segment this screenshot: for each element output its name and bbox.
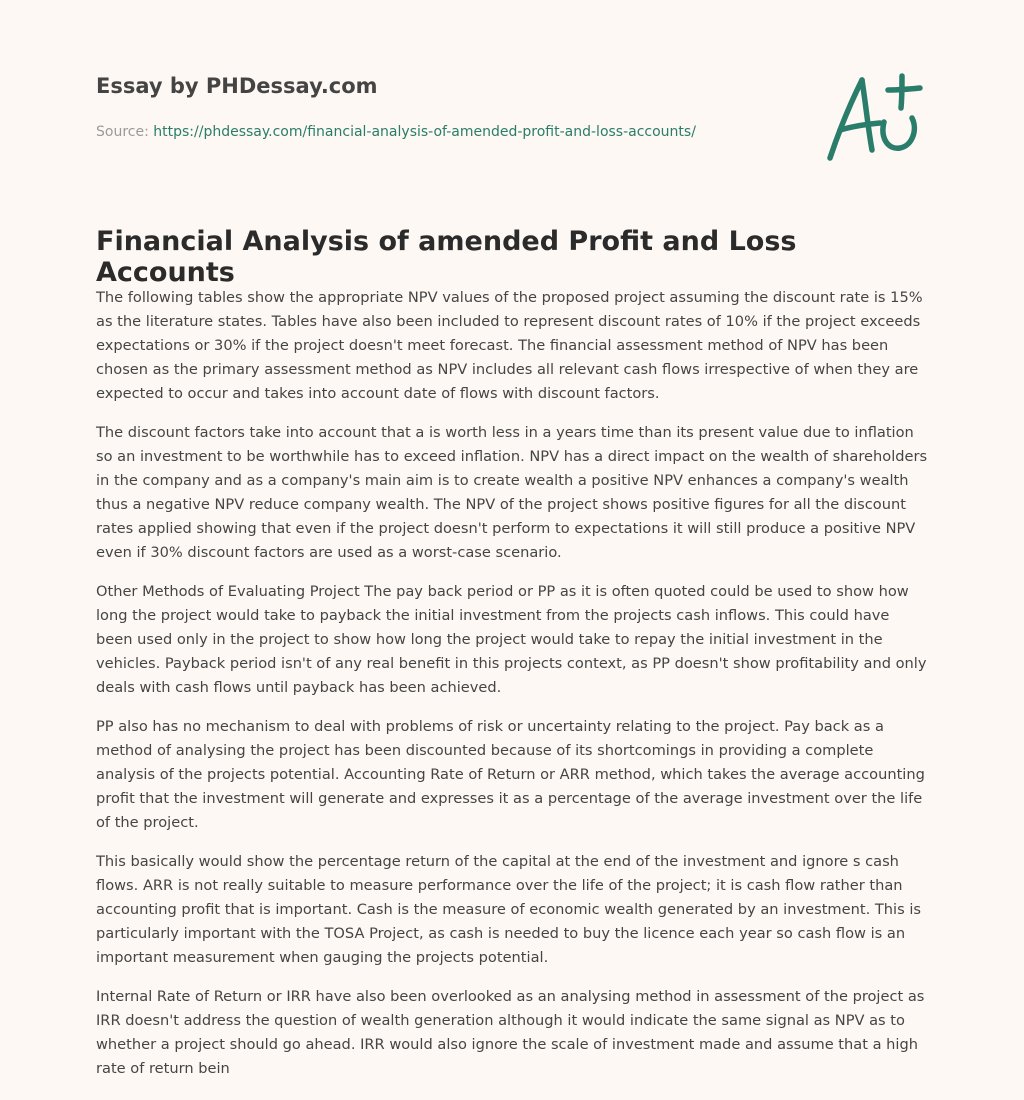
article-body [96,286,930,1096]
paragraph: This basically would show the percentage return of the capital at the end of the investment and ignore s cash flows. ARR is not really suitable to measure performance over the life of the project; it is cash flow rather than accounting profit that is important. Cash is the measure of economic wealth generated by an investment. This is particularly important with the TOSA Project, as cash is needed to buy the licence each year so cash flow is an important measurement when gauging the projects potential. [96,853,921,966]
a-plus-logo-icon [818,66,930,166]
page-title: Financial Analysis of amended Profit and Loss Accounts [96,226,797,288]
source-label: Source: [96,124,154,140]
paragraph: The discount factors take into account that a is worth less in a years time than its present value due to inflation so an investment to be worthwhile has to exceed inflation. NPV has a direct impact on the wealth of shareholders in the company and as a company's main aim is to create wealth a positive NPV enhances a company's wealth thus a negative NPV reduce company wealth. The NPV of the project shows positive figures for all the discount rates applied showing that even if the project doesn't perform to expectations it will still produce a positive NPV even if 30% discount factors are used as a worst-case scenario. [96,424,928,561]
source-link[interactable]: https://phdessay.com/financial-analysis-of-amended-profit-and-loss-accounts/ [153,124,696,140]
site-title: Essay by PHDessay.com [96,74,378,98]
source-line [96,124,696,140]
paragraph: The following tables show the appropriate NPV values of the proposed project assuming the discount rate is 15% as the literature states. Tables have also been included to represent discount rates of 10% if the project exceeds expectations or 30% if the project doesn't meet forecast. The financial assessment method of NPV has been chosen as the primary assessment method as NPV includes all relevant cash flows irrespective of when they are expected to occur and takes into account date of flows with discount factors. [96,289,923,402]
paragraph: Other Methods of Evaluating Project The pay back period or PP as it is often quoted could be used to show how long the project would take to payback the initial investment from the projects cash inflows. This could have been used only in the project to show how long the project would take to repay the initial investment in the vehicles. Payback period isn't of any real benefit in this projects context, as PP doesn't show profitability and only deals with cash flows until payback has been achieved. [96,583,927,696]
paragraph: PP also has no mechanism to deal with problems of risk or uncertainty relating to the project. Pay back as a method of analysing the project has been discounted because of its shortcomings in providing a complete analysis of the projects potential. Accounting Rate of Return or ARR method, which takes the average accounting profit that the investment will generate and expresses it as a percentage of the average investment over the life of the project. [96,718,925,831]
paragraph: Internal Rate of Return or IRR have also been overlooked as an analysing method in assessment of the project as IRR doesn't address the question of wealth generation although it would indicate the same signal as NPV as to whether a project should go ahead. IRR would also ignore the scale of investment made and assume that a high rate of return bein [96,988,925,1077]
